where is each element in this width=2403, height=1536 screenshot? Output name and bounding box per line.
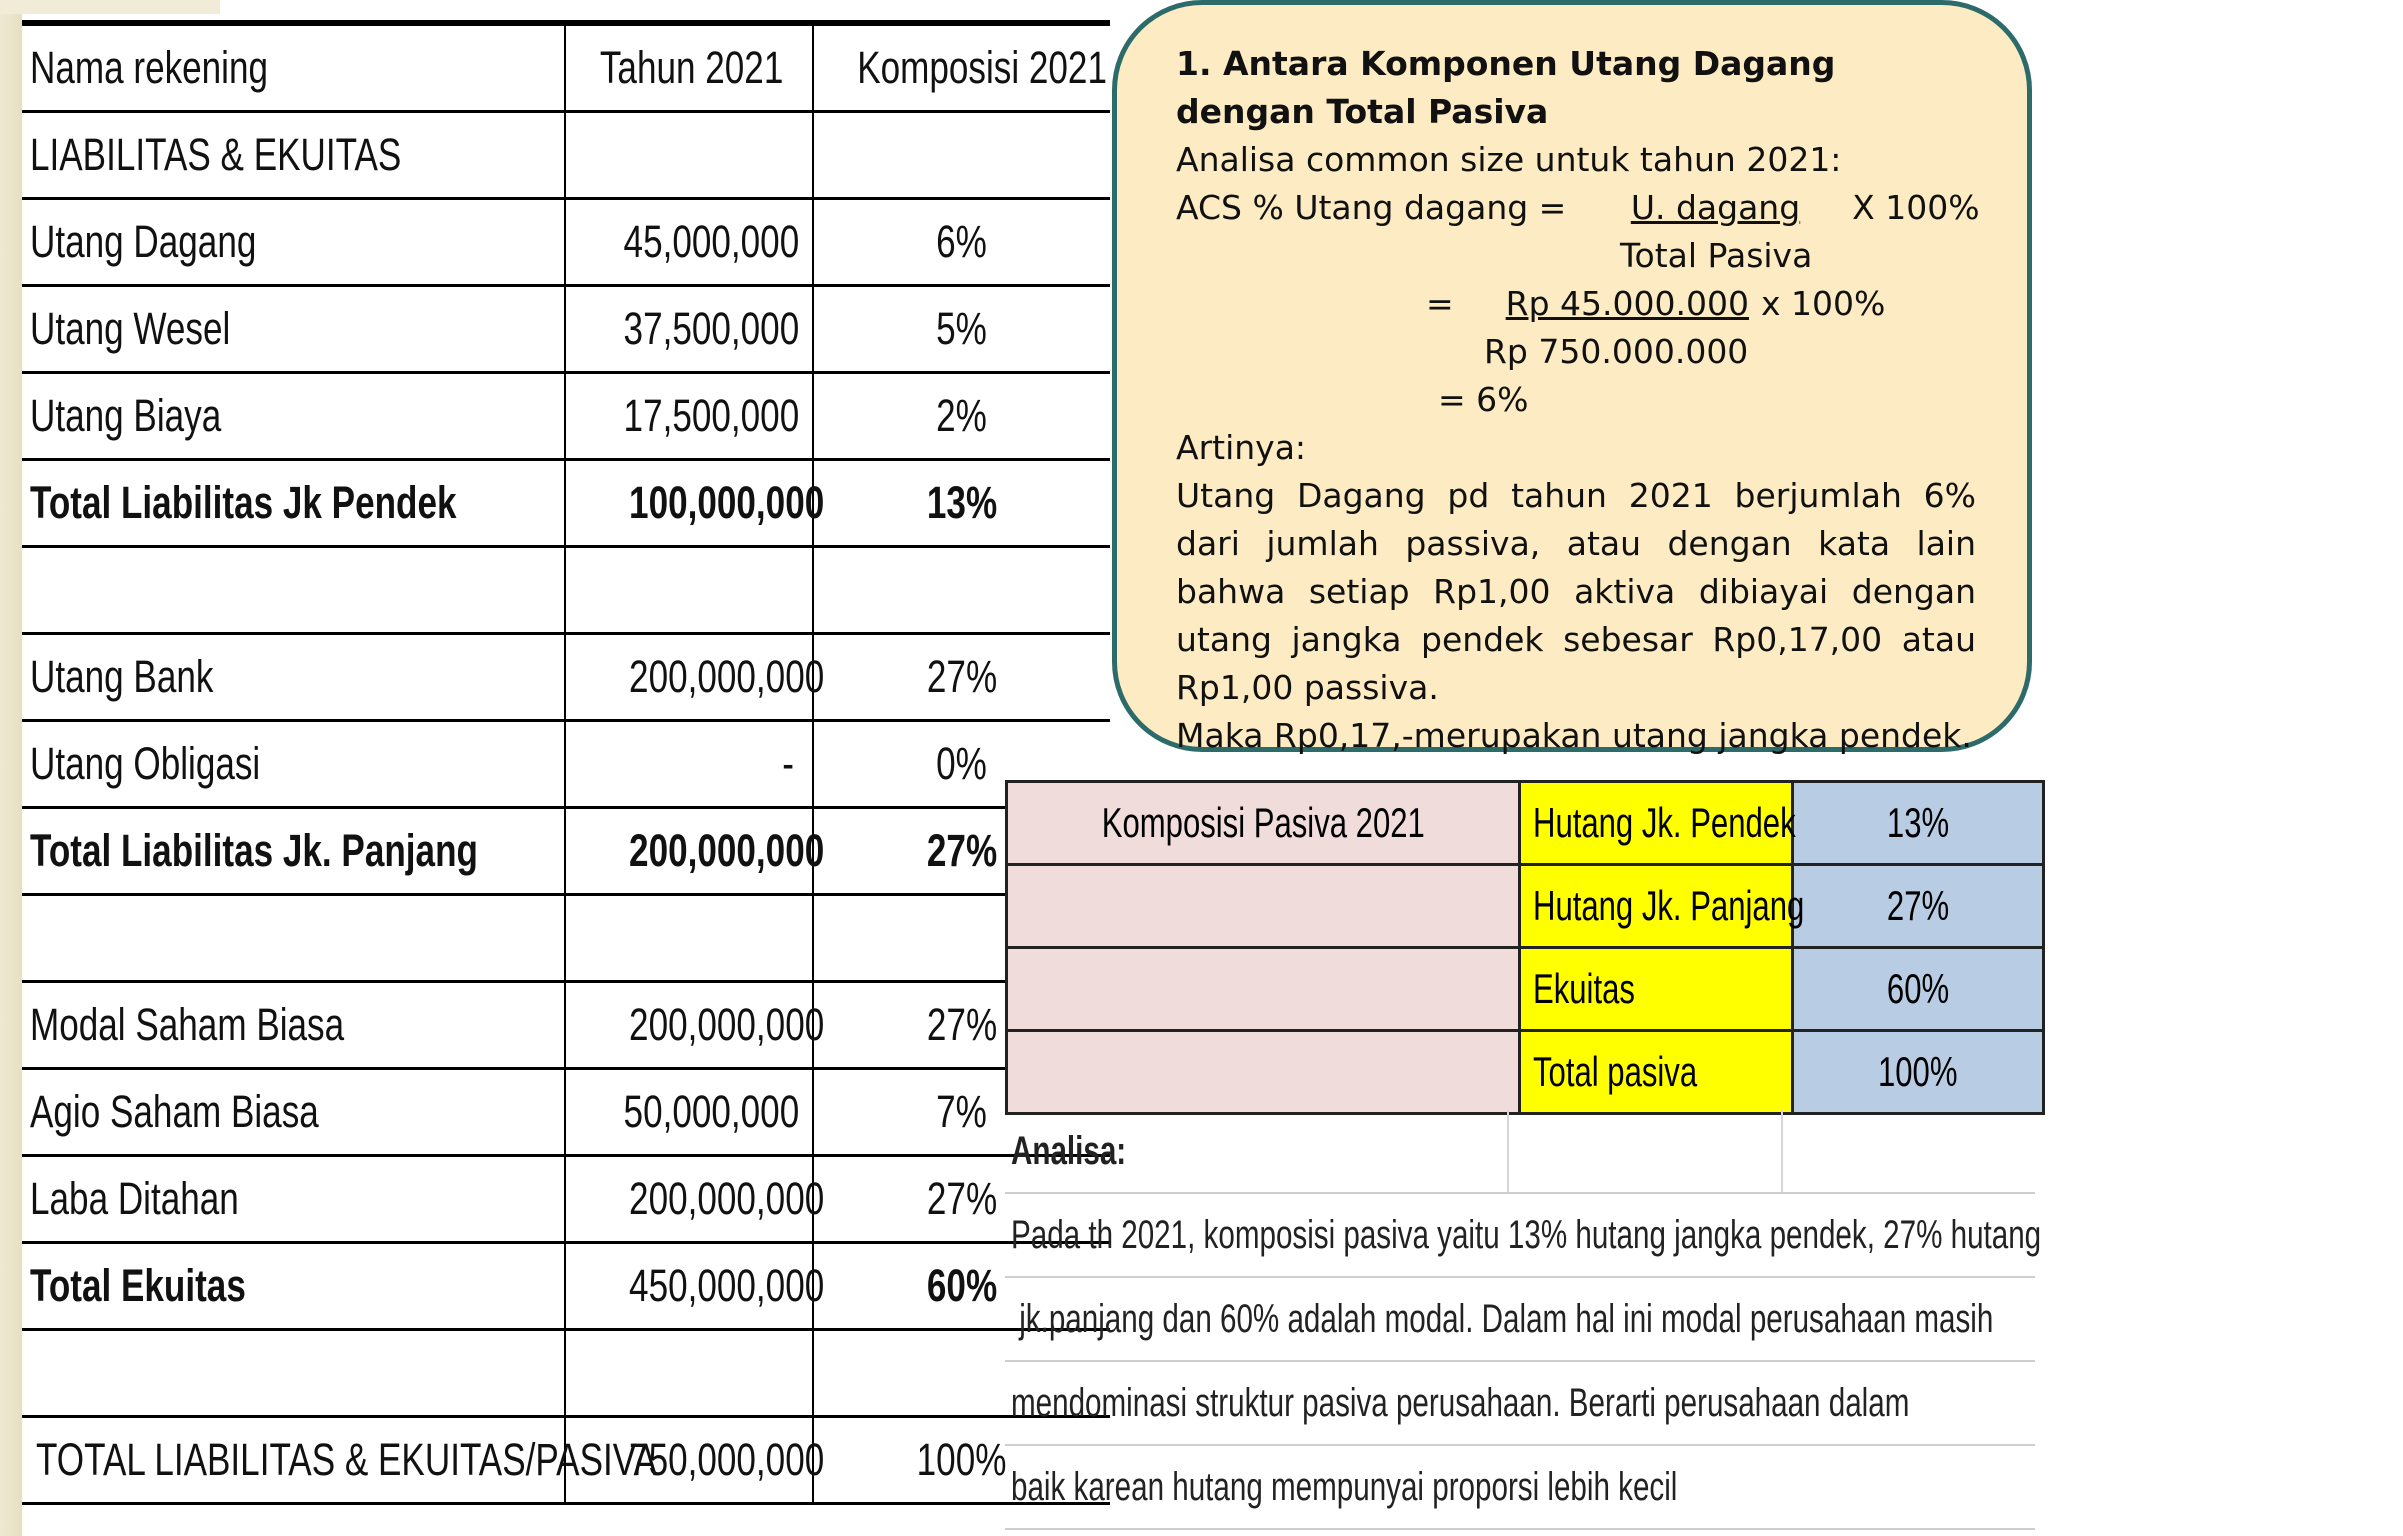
analysis-title: Analisa: [1005,1110,1508,1193]
header-composition-2021: Komposisi 2021 [813,23,1110,112]
table-row: Utang Biaya 17,500,000 2% [22,373,1110,460]
top-decorative-stripe [0,0,220,14]
table-row-empty [22,547,1110,634]
table-row: Utang Bank 200,000,000 27% [22,634,1110,721]
table-row: Utang Obligasi - 0% [22,721,1110,808]
table-row: Utang Dagang 45,000,000 6% [22,199,1110,286]
analysis-line: baik karean hutang mempunyai proporsi lebih kecil [1005,1445,2035,1529]
table-row: Modal Saham Biasa 200,000,000 27% [22,982,1110,1069]
table-row: Laba Ditahan 200,000,000 27% [22,1156,1110,1243]
callout-artinya: Artinya: [1176,428,1307,467]
table-row-total-equity: Total Ekuitas 450,000,000 60% [22,1243,1110,1330]
liabilities-equity-table [22,20,1110,1505]
header-account-name: Nama rekening [22,23,565,112]
callout-last-line: Maka Rp0,17,-merupakan utang jangka pendek. [1176,716,1972,755]
table-row-total-long-term: Total Liabilitas Jk. Panjang 200,000,000 27% [22,808,1110,895]
formula-line-2: = Rp 45.000.000 x 100% [1426,284,1886,323]
callout-heading-line1: 1. Antara Komponen Utang Dagang [1176,44,1836,83]
analysis-line: Pada th 2021, komposisi pasiva yaitu 13% hutang jangka pendek, 27% hutang [1005,1193,2035,1277]
header-year-2021: Tahun 2021 [565,23,813,112]
analysis-line: mendominasi struktur pasiva perusahaan. Berarti perusahaan dalam [1005,1361,2035,1445]
analysis-title-row [1005,1110,2035,1193]
table-row-empty [22,1330,1110,1417]
formula-line-1: ACS % Utang dagang = U. dagang X 100% [1176,188,1980,227]
composition-row: Komposisi Pasiva 2021 Hutang Jk. Pendek 13% [1007,782,2044,865]
explanation-text [1176,40,1980,760]
formula-value-numerator: Rp 45.000.000 [1505,284,1749,323]
table-header-row [22,23,1110,112]
table-row-empty [22,895,1110,982]
table-row-grand-total: TOTAL LIABILITAS & EKUITAS/PASIVA 750,000,000 100% [22,1417,1110,1504]
callout-paragraph: Utang Dagang pd tahun 2021 berjumlah 6% dari jumlah passiva, atau dengan kata lain bahwa setiap Rp1,00 aktiva dibiayai dengan utang jangka pendek sebesar Rp0,17,00 atau Rp1,00 passiva. [1176,476,1976,707]
callout-intro: Analisa common size untuk tahun 2021: [1176,140,1842,179]
left-decorative-stripe [0,0,22,1536]
formula-result: = 6% [1438,380,1529,419]
table-row: Utang Wesel 37,500,000 5% [22,286,1110,373]
analysis-section [1005,1110,2042,1530]
callout-heading-line2: dengan Total Pasiva [1176,92,1549,131]
table-row-total-short-term: Total Liabilitas Jk Pendek 100,000,000 13% [22,460,1110,547]
composition-title: Komposisi Pasiva 2021 [1007,782,1520,865]
composition-table [1005,780,2045,1115]
composition-row: Hutang Jk. Panjang 27% [1007,865,2044,948]
formula-value-denominator: Rp 750.000.000 [1484,332,1749,371]
formula-denominator: Total Pasiva [1620,236,1813,275]
composition-row: Total pasiva 100% [1007,1031,2044,1114]
table-row: LIABILITAS & EKUITAS [22,112,1110,199]
table-row: Agio Saham Biasa 50,000,000 7% [22,1069,1110,1156]
analysis-line: jk.panjang dan 60% adalah modal. Dalam hal ini modal perusahaan masih [1005,1277,2035,1361]
formula-numerator: U. dagang [1630,188,1801,227]
composition-row: Ekuitas 60% [1007,948,2044,1031]
